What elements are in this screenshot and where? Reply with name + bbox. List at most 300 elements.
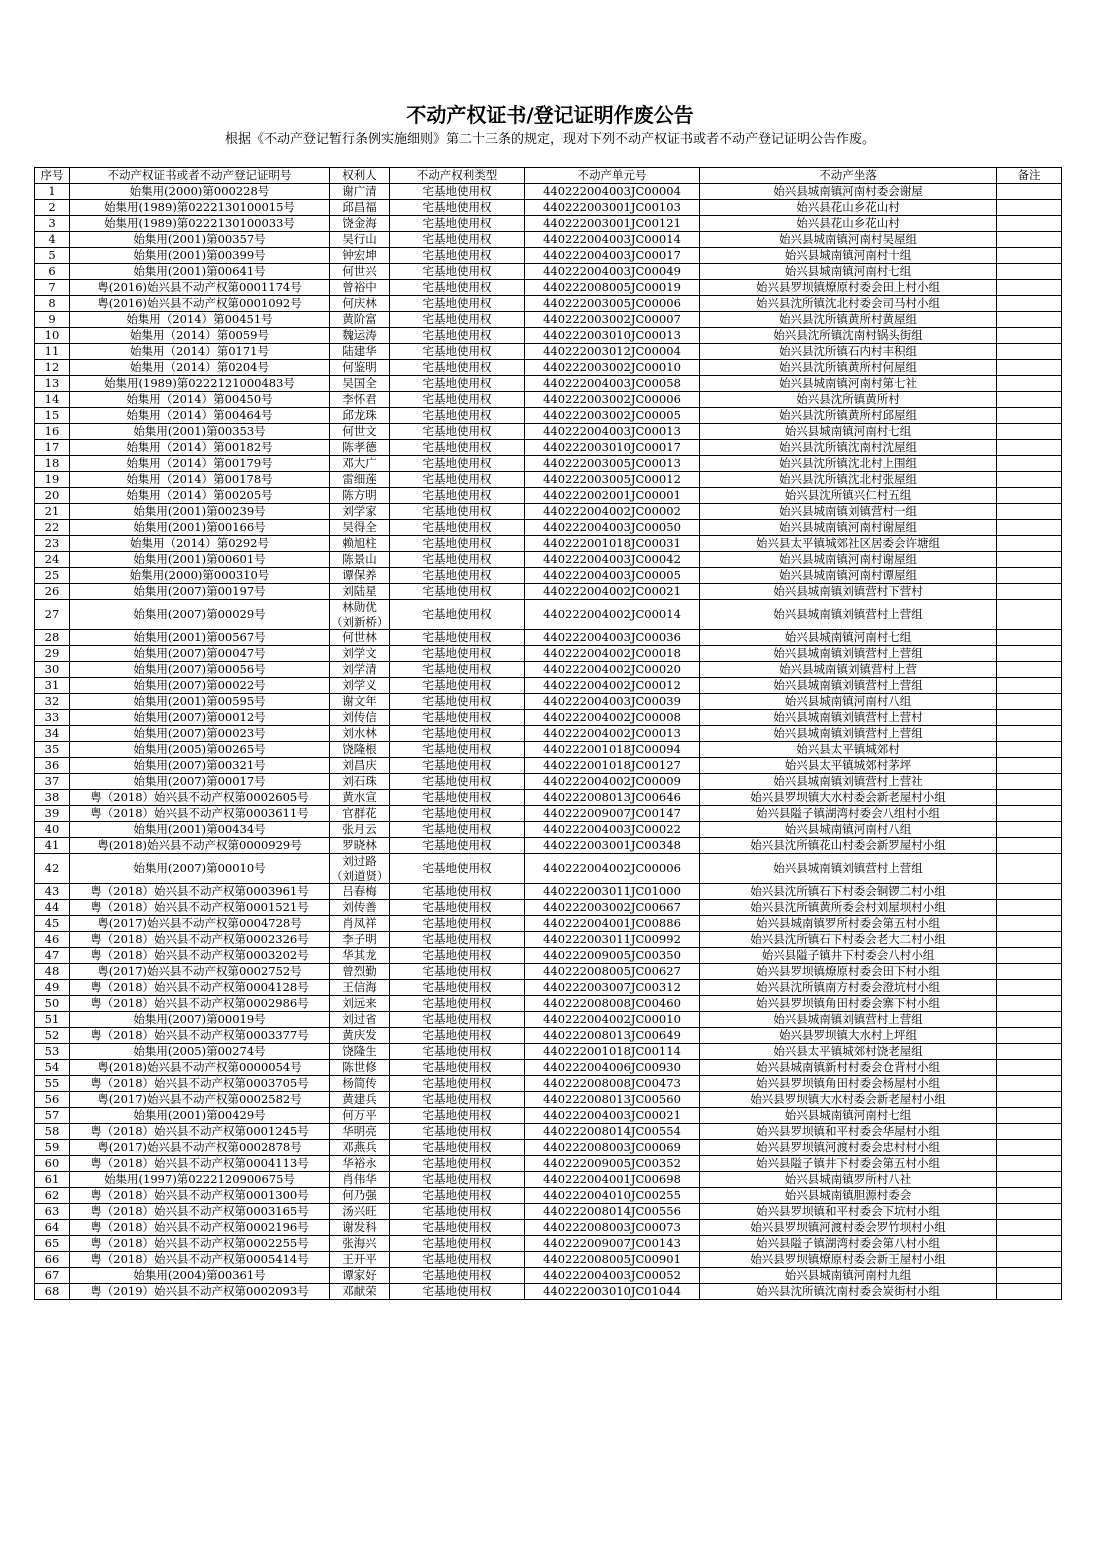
cell-location: 始兴县城南镇河南村第七社 (700, 376, 997, 392)
cell-location: 始兴县罗坝镇和平村委会下坑村小组 (700, 1204, 997, 1220)
cell-seq: 28 (35, 630, 70, 646)
cell-location: 始兴县沈所镇黄所村黄屋组 (700, 312, 997, 328)
cell-unit-no: 440222004010JC00255 (525, 1188, 700, 1204)
table-row (35, 916, 1062, 932)
cell-cert-no: 粤（2018）始兴县不动产权第0003961号 (70, 884, 330, 900)
cell-location: 始兴县沈所镇兴仁村五组 (700, 488, 997, 504)
cell-right-type: 宅基地使用权 (390, 1092, 525, 1108)
table-row (35, 232, 1062, 248)
cell-location: 始兴县罗坝镇角田村委会杨屋村小组 (700, 1076, 997, 1092)
cell-seq: 41 (35, 838, 70, 854)
cell-remark (997, 1108, 1062, 1124)
cell-owner: 何世文 (330, 424, 390, 440)
cell-remark (997, 742, 1062, 758)
cell-location: 始兴县太平镇城郊村茅坪 (700, 758, 997, 774)
cell-right-type: 宅基地使用权 (390, 328, 525, 344)
header-owner: 权利人 (330, 168, 390, 184)
cell-owner: 饶隆根 (330, 742, 390, 758)
table-row (35, 520, 1062, 536)
cell-owner: 刘传善 (330, 900, 390, 916)
table-row (35, 344, 1062, 360)
table-row (35, 1220, 1062, 1236)
cell-seq: 68 (35, 1284, 70, 1300)
cell-location: 始兴县罗坝镇和平村委会华屋村小组 (700, 1124, 997, 1140)
header-seq: 序号 (35, 168, 70, 184)
cell-owner: 谭家好 (330, 1268, 390, 1284)
cell-remark (997, 996, 1062, 1012)
cell-owner: 刘过路（刘道贤） (331, 854, 389, 883)
cell-remark (997, 456, 1062, 472)
table-row (35, 900, 1062, 916)
cell-right-type: 宅基地使用权 (390, 248, 525, 264)
cell-right-type: 宅基地使用权 (390, 948, 525, 964)
cell-right-type: 宅基地使用权 (390, 996, 525, 1012)
cell-remark (997, 488, 1062, 504)
cell-owner: 赖旭柱 (330, 536, 390, 552)
cell-cert-no: 始集用（2014）第00450号 (70, 392, 330, 408)
table-row (35, 980, 1062, 996)
cell-seq: 16 (35, 424, 70, 440)
cell-remark (997, 694, 1062, 710)
cell-right-type: 宅基地使用权 (390, 1188, 525, 1204)
table-row (35, 854, 1062, 884)
cell-right-type: 宅基地使用权 (390, 456, 525, 472)
cell-location: 始兴县罗坝镇大水村上坪组 (700, 1028, 997, 1044)
cell-cert-no: 粤(2017)始兴县不动产权第0004728号 (70, 916, 330, 932)
cell-owner: 吴得全 (330, 520, 390, 536)
cell-location: 始兴县城南镇河南村七组 (700, 264, 997, 280)
table-row (35, 774, 1062, 790)
cell-location: 始兴县城南镇胆源村委会 (700, 1188, 997, 1204)
table-row (35, 948, 1062, 964)
table-row (35, 838, 1062, 854)
cell-owner: 刘学家 (330, 504, 390, 520)
cell-right-type: 宅基地使用权 (390, 1236, 525, 1252)
cell-right-type: 宅基地使用权 (390, 376, 525, 392)
cell-cert-no: 始集用(2007)第00197号 (70, 584, 330, 600)
cell-remark (997, 472, 1062, 488)
cell-right-type: 宅基地使用权 (390, 916, 525, 932)
table-row (35, 1204, 1062, 1220)
cell-cert-no: 始集用(2001)第00641号 (70, 264, 330, 280)
cell-location: 始兴县隘子镇井下村委会第五村小组 (700, 1156, 997, 1172)
table-row (35, 472, 1062, 488)
table-row (35, 630, 1062, 646)
table-row (35, 758, 1062, 774)
cell-seq: 44 (35, 900, 70, 916)
cell-seq: 56 (35, 1092, 70, 1108)
cell-remark (997, 822, 1062, 838)
cell-right-type: 宅基地使用权 (390, 552, 525, 568)
cell-seq: 33 (35, 710, 70, 726)
cell-location: 始兴县城南镇罗所村委会第五村小组 (700, 916, 997, 932)
cell-remark (997, 424, 1062, 440)
cell-owner: 黄水宣 (330, 790, 390, 806)
cell-location: 始兴县隘子镇湖湾村委会第八村小组 (700, 1236, 997, 1252)
cell-cert-no: 始集用(2007)第00012号 (70, 710, 330, 726)
cell-owner: 刘传信 (330, 710, 390, 726)
cell-location: 始兴县城南镇罗所村八社 (700, 1172, 997, 1188)
header-remark: 备注 (997, 168, 1062, 184)
cell-right-type: 宅基地使用权 (390, 1140, 525, 1156)
cell-remark (997, 646, 1062, 662)
cell-cert-no: 粤（2018）始兴县不动产权第0003165号 (70, 1204, 330, 1220)
cell-cert-no: 粤(2018)始兴县不动产权第0000929号 (70, 838, 330, 854)
cell-right-type: 宅基地使用权 (390, 854, 525, 884)
cell-remark (997, 536, 1062, 552)
cell-unit-no: 440222004003JC00017 (525, 248, 700, 264)
cell-remark (997, 376, 1062, 392)
cell-owner: 李子明 (330, 932, 390, 948)
table-header-row (35, 168, 1062, 184)
cell-cert-no: 始集用(2007)第00019号 (70, 1012, 330, 1028)
cell-location: 始兴县城南镇河南村十组 (700, 248, 997, 264)
cell-remark (997, 964, 1062, 980)
cell-seq: 67 (35, 1268, 70, 1284)
cell-cert-no: 始集用(2007)第00022号 (70, 678, 330, 694)
cell-cert-no: 粤(2017)始兴县不动产权第0002582号 (70, 1092, 330, 1108)
cell-remark (997, 980, 1062, 996)
cell-right-type: 宅基地使用权 (390, 742, 525, 758)
cell-cert-no: 始集用(2007)第00017号 (70, 774, 330, 790)
cell-right-type: 宅基地使用权 (390, 710, 525, 726)
cell-owner: 林勋优（刘新桥） (331, 600, 389, 629)
cell-right-type: 宅基地使用权 (390, 694, 525, 710)
cell-owner: 刘水林 (330, 726, 390, 742)
cell-remark (997, 726, 1062, 742)
table-row (35, 694, 1062, 710)
cell-location: 始兴县沈所镇沈南村锅头街组 (700, 328, 997, 344)
cell-cert-no: 始集用(1989)第0222121000483号 (70, 376, 330, 392)
table-row (35, 408, 1062, 424)
cell-right-type: 宅基地使用权 (390, 312, 525, 328)
cell-location: 始兴县城南镇河南村吴屋组 (700, 232, 997, 248)
cell-owner: 邓献荣 (330, 1284, 390, 1300)
cell-owner: 邓燕兵 (330, 1140, 390, 1156)
cell-right-type: 宅基地使用权 (390, 646, 525, 662)
cell-owner: 官群花 (330, 806, 390, 822)
table-row (35, 536, 1062, 552)
cell-location: 始兴县城南镇河南村七组 (700, 630, 997, 646)
cell-owner: 张月云 (330, 822, 390, 838)
cell-cert-no: 粤(2017)始兴县不动产权第0002752号 (70, 964, 330, 980)
cell-unit-no: 440222003005JC00013 (525, 456, 700, 472)
cell-seq: 32 (35, 694, 70, 710)
table-row (35, 646, 1062, 662)
cell-owner: 陈世修 (330, 1060, 390, 1076)
cell-location: 始兴县城南镇刘镇营村上营组 (700, 854, 997, 884)
cell-seq: 53 (35, 1044, 70, 1060)
table-row (35, 1188, 1062, 1204)
cell-seq: 25 (35, 568, 70, 584)
cell-cert-no: 始集用（2014）第0059号 (70, 328, 330, 344)
cell-unit-no: 440222009005JC00352 (525, 1156, 700, 1172)
cell-location: 始兴县太平镇城郊村饶老屋组 (700, 1044, 997, 1060)
cell-seq: 51 (35, 1012, 70, 1028)
cell-right-type: 宅基地使用权 (390, 584, 525, 600)
cell-remark (997, 280, 1062, 296)
cell-unit-no: 440222009005JC00350 (525, 948, 700, 964)
cell-unit-no: 440222003002JC00667 (525, 900, 700, 916)
cell-cert-no: 始集用(2001)第00353号 (70, 424, 330, 440)
header-location: 不动产坐落 (700, 168, 997, 184)
cell-location: 始兴县城南镇刘镇营村上营社 (700, 774, 997, 790)
cell-cert-no: 粤(2016)始兴县不动产权第0001174号 (70, 280, 330, 296)
cell-cert-no: 粤（2018）始兴县不动产权第0003377号 (70, 1028, 330, 1044)
cell-location: 始兴县城南镇刘镇营村上营组 (700, 1012, 997, 1028)
cell-remark (997, 710, 1062, 726)
cell-seq: 59 (35, 1140, 70, 1156)
cell-location: 始兴县城南镇河南村谭屋组 (700, 568, 997, 584)
cell-cert-no: 始集用（2014）第0292号 (70, 536, 330, 552)
cell-right-type: 宅基地使用权 (390, 568, 525, 584)
cell-right-type: 宅基地使用权 (390, 1028, 525, 1044)
header-right-type: 不动产权利类型 (390, 168, 525, 184)
cell-seq: 35 (35, 742, 70, 758)
cell-location: 始兴县沈所镇沈北村上围组 (700, 456, 997, 472)
cell-unit-no: 440222004002JC00012 (525, 678, 700, 694)
cell-remark (997, 1156, 1062, 1172)
cell-seq: 65 (35, 1236, 70, 1252)
cell-right-type: 宅基地使用权 (390, 1108, 525, 1124)
cell-seq: 60 (35, 1156, 70, 1172)
cell-owner: 王开平 (330, 1252, 390, 1268)
cell-seq: 36 (35, 758, 70, 774)
cell-unit-no: 440222004002JC00014 (525, 600, 700, 630)
cell-seq: 63 (35, 1204, 70, 1220)
table-row (35, 552, 1062, 568)
cell-owner: 张海兴 (330, 1236, 390, 1252)
table-row (35, 440, 1062, 456)
cell-cert-no: 始集用(2001)第00595号 (70, 694, 330, 710)
cell-right-type: 宅基地使用权 (390, 360, 525, 376)
cell-cert-no: 始集用(2007)第00047号 (70, 646, 330, 662)
cell-location: 始兴县沈所镇石下村委会铜锣二村小组 (700, 884, 997, 900)
cell-seq: 34 (35, 726, 70, 742)
cell-right-type: 宅基地使用权 (390, 408, 525, 424)
cell-remark (997, 1236, 1062, 1252)
cell-unit-no: 440222004002JC00013 (525, 726, 700, 742)
cell-location: 始兴县城南镇刘镇营村下营村 (700, 584, 997, 600)
cell-location: 始兴县沈所镇黄所村 (700, 392, 997, 408)
cell-right-type: 宅基地使用权 (390, 232, 525, 248)
table-row (35, 1140, 1062, 1156)
cell-unit-no: 440222009007JC00147 (525, 806, 700, 822)
cell-seq: 37 (35, 774, 70, 790)
cell-right-type: 宅基地使用权 (390, 264, 525, 280)
cell-seq: 57 (35, 1108, 70, 1124)
cell-owner: 邱龙珠 (330, 408, 390, 424)
cell-owner: 刘陆星 (330, 584, 390, 600)
cell-unit-no: 440222008008JC00460 (525, 996, 700, 1012)
cell-location: 始兴县城南镇河南村九组 (700, 1268, 997, 1284)
cell-location: 始兴县城南镇刘镇营村上营 (700, 662, 997, 678)
cell-cert-no: 始集用(2001)第00429号 (70, 1108, 330, 1124)
table-row (35, 964, 1062, 980)
cell-remark (997, 1220, 1062, 1236)
table-row (35, 504, 1062, 520)
cell-location: 始兴县花山乡花山村 (700, 200, 997, 216)
cell-unit-no: 440222008003JC00073 (525, 1220, 700, 1236)
cell-remark (997, 806, 1062, 822)
cell-right-type: 宅基地使用权 (390, 520, 525, 536)
cell-location: 始兴县罗坝镇燎原村委会田上村小组 (700, 280, 997, 296)
cell-owner: 刘远来 (330, 996, 390, 1012)
cell-location: 始兴县罗坝镇大水村委会新老屋村小组 (700, 790, 997, 806)
cell-unit-no: 440222004001JC00698 (525, 1172, 700, 1188)
cell-remark (997, 916, 1062, 932)
cell-unit-no: 440222001018JC00031 (525, 536, 700, 552)
cell-owner: 曾裕中 (330, 280, 390, 296)
table-row (35, 1092, 1062, 1108)
cell-remark (997, 312, 1062, 328)
cell-remark (997, 932, 1062, 948)
cell-unit-no: 440222004003JC00058 (525, 376, 700, 392)
cell-remark (997, 184, 1062, 200)
header-unit-no: 不动产单元号 (525, 168, 700, 184)
void-notice-table (34, 167, 1062, 1300)
table-row (35, 1156, 1062, 1172)
cell-right-type: 宅基地使用权 (390, 504, 525, 520)
cell-unit-no: 440222004003JC00005 (525, 568, 700, 584)
cell-unit-no: 440222004003JC00014 (525, 232, 700, 248)
cell-cert-no: 始集用(2007)第00023号 (70, 726, 330, 742)
cell-cert-no: 粤(2016)始兴县不动产权第0001092号 (70, 296, 330, 312)
cell-cert-no: 始集用(2001)第00434号 (70, 822, 330, 838)
cell-location: 始兴县城南镇河南村八组 (700, 822, 997, 838)
cell-location: 始兴县城南镇河南村委会谢屋 (700, 184, 997, 200)
cell-owner: 黄庆发 (330, 1028, 390, 1044)
cell-unit-no: 440222003002JC00006 (525, 392, 700, 408)
cell-right-type: 宅基地使用权 (390, 1284, 525, 1300)
cell-unit-no: 440222004002JC00009 (525, 774, 700, 790)
cell-remark (997, 884, 1062, 900)
cell-seq: 42 (35, 854, 70, 884)
cell-seq: 17 (35, 440, 70, 456)
cell-location: 始兴县罗坝镇河渡村委会忠村村小组 (700, 1140, 997, 1156)
cell-seq: 10 (35, 328, 70, 344)
cell-seq: 66 (35, 1252, 70, 1268)
cell-cert-no: 始集用(2007)第00056号 (70, 662, 330, 678)
table-row (35, 884, 1062, 900)
cell-remark (997, 264, 1062, 280)
table-row (35, 742, 1062, 758)
cell-owner: 刘学清 (330, 662, 390, 678)
cell-remark (997, 1284, 1062, 1300)
cell-cert-no: 始集用(2001)第00166号 (70, 520, 330, 536)
cell-remark (997, 568, 1062, 584)
cell-location: 始兴县沈所镇黄所村邱屋组 (700, 408, 997, 424)
cell-seq: 38 (35, 790, 70, 806)
cell-location: 始兴县沈所镇黄所村何屋组 (700, 360, 997, 376)
cell-seq: 8 (35, 296, 70, 312)
cell-location: 始兴县隘子镇湖湾村委会八组村小组 (700, 806, 997, 822)
cell-cert-no: 始集用(2000)第000310号 (70, 568, 330, 584)
cell-seq: 31 (35, 678, 70, 694)
cell-owner: 华其龙 (330, 948, 390, 964)
cell-right-type: 宅基地使用权 (390, 536, 525, 552)
cell-remark (997, 1188, 1062, 1204)
cell-unit-no: 440222003002JC00010 (525, 360, 700, 376)
cell-remark (997, 344, 1062, 360)
cell-seq: 9 (35, 312, 70, 328)
cell-unit-no: 440222004002JC00018 (525, 646, 700, 662)
cell-unit-no: 440222008005JC00019 (525, 280, 700, 296)
cell-cert-no: 始集用(2007)第00321号 (70, 758, 330, 774)
cell-owner: 何乃强 (330, 1188, 390, 1204)
cell-right-type: 宅基地使用权 (390, 1076, 525, 1092)
table-row (35, 584, 1062, 600)
cell-cert-no: 始集用(2001)第00567号 (70, 630, 330, 646)
table-row (35, 662, 1062, 678)
cell-owner: 杨简传 (330, 1076, 390, 1092)
cell-right-type: 宅基地使用权 (390, 1044, 525, 1060)
cell-unit-no: 440222004003JC00004 (525, 184, 700, 200)
cell-unit-no: 440222004002JC00020 (525, 662, 700, 678)
cell-cert-no: 始集用(2001)第00239号 (70, 504, 330, 520)
cell-unit-no: 440222008003JC00069 (525, 1140, 700, 1156)
cell-remark (997, 1252, 1062, 1268)
cell-cert-no: 粤（2019）始兴县不动产权第0002093号 (70, 1284, 330, 1300)
cell-location: 始兴县沈所镇沈南村沈屋组 (700, 440, 997, 456)
cell-cert-no: 粤(2017)始兴县不动产权第0002878号 (70, 1140, 330, 1156)
cell-owner: 何世林 (330, 630, 390, 646)
cell-right-type: 宅基地使用权 (390, 488, 525, 504)
cell-right-type: 宅基地使用权 (390, 822, 525, 838)
cell-cert-no: 粤（2018）始兴县不动产权第0001300号 (70, 1188, 330, 1204)
cell-cert-no: 始集用(2005)第00274号 (70, 1044, 330, 1060)
cell-owner: 肖凤祥 (330, 916, 390, 932)
cell-owner: 陆建华 (330, 344, 390, 360)
cell-seq: 4 (35, 232, 70, 248)
cell-location: 始兴县罗坝镇燎原村委会田下村小组 (700, 964, 997, 980)
cell-cert-no: 始集用(2001)第00399号 (70, 248, 330, 264)
cell-unit-no: 440222004003JC00049 (525, 264, 700, 280)
cell-remark (997, 854, 1062, 884)
cell-right-type: 宅基地使用权 (390, 1220, 525, 1236)
cell-seq: 1 (35, 184, 70, 200)
cell-right-type: 宅基地使用权 (390, 964, 525, 980)
table-row (35, 726, 1062, 742)
cell-unit-no: 440222004003JC00036 (525, 630, 700, 646)
table-row (35, 1060, 1062, 1076)
cell-remark (997, 584, 1062, 600)
cell-owner: 谢文年 (330, 694, 390, 710)
table-row (35, 264, 1062, 280)
cell-seq: 49 (35, 980, 70, 996)
cell-seq: 27 (35, 600, 70, 630)
cell-unit-no: 440222004003JC00050 (525, 520, 700, 536)
table-row (35, 1252, 1062, 1268)
cell-right-type: 宅基地使用权 (390, 600, 525, 630)
cell-seq: 15 (35, 408, 70, 424)
table-row (35, 1108, 1062, 1124)
cell-right-type: 宅基地使用权 (390, 884, 525, 900)
cell-remark (997, 328, 1062, 344)
page-title: 不动产权证书/登记证明作废公告 (406, 103, 694, 127)
cell-seq: 58 (35, 1124, 70, 1140)
cell-unit-no: 440222003007JC00312 (525, 980, 700, 996)
cell-right-type: 宅基地使用权 (390, 1156, 525, 1172)
cell-unit-no: 440222004003JC00039 (525, 694, 700, 710)
cell-unit-no: 440222001018JC00114 (525, 1044, 700, 1060)
cell-location: 始兴县隘子镇井下村委会八村小组 (700, 948, 997, 964)
cell-seq: 48 (35, 964, 70, 980)
cell-location: 始兴县城南镇刘镇营村上营组 (700, 726, 997, 742)
cell-location: 始兴县沈所镇石下村委会老大二村小组 (700, 932, 997, 948)
cell-right-type: 宅基地使用权 (390, 630, 525, 646)
table-row (35, 600, 1062, 630)
